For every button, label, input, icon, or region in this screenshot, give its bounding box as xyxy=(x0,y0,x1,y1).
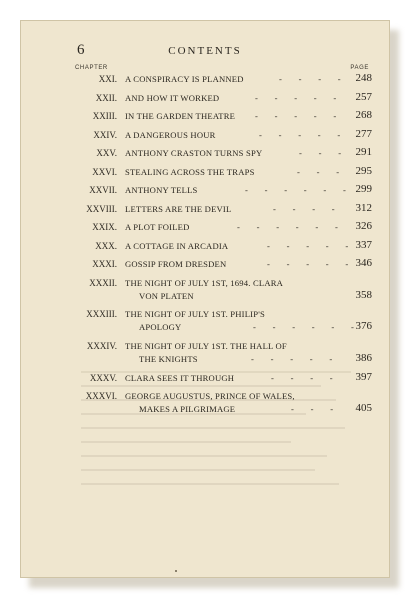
chapter-title-line: MAKES A PILGRIMAGE xyxy=(139,404,236,415)
page-reference: 386 xyxy=(355,351,372,364)
toc-entry xyxy=(21,110,390,129)
chapter-title-line: A PLOT FOILED xyxy=(125,222,190,232)
chapter-title-line: LETTERS ARE THE DEVIL xyxy=(125,203,232,214)
page-reference: 248 xyxy=(355,72,372,84)
toc-entry xyxy=(21,390,390,422)
dot-leader: - - - - - xyxy=(267,259,350,269)
dot-leader: - - - - - - xyxy=(245,185,347,195)
chapter-title-line: CLARA SEES IT THROUGH xyxy=(125,372,235,383)
toc-entry xyxy=(21,277,390,309)
page-reference: 358 xyxy=(355,288,372,301)
page-reference: 277 xyxy=(355,127,372,140)
running-head: CONTENTS xyxy=(168,45,242,57)
page-reference: 312 xyxy=(355,201,372,214)
page-reference: 257 xyxy=(355,90,372,103)
dot-leader: - - - - - xyxy=(255,92,338,103)
chapter-title-line: A DANGEROUS HOUR xyxy=(125,129,216,140)
dot-leader: - - - - - xyxy=(255,111,338,121)
toc-entry xyxy=(21,258,390,277)
chapter-title-line: THE NIGHT OF JULY 1ST. THE HALL OF xyxy=(125,340,287,351)
page-reference: 346 xyxy=(355,257,372,269)
chapter-numeral: XXII. xyxy=(95,92,117,103)
chapter-title-line: THE NIGHT OF JULY 1ST, 1694. CLARA xyxy=(125,277,284,288)
chapter-numeral: XXIX. xyxy=(92,222,117,232)
chapter-numeral: XXVIII. xyxy=(86,203,117,214)
chapter-numeral: XXI. xyxy=(98,74,117,84)
chapter-numeral: XXVI. xyxy=(92,166,117,177)
dot-leader: - - - xyxy=(297,166,341,177)
chapter-title-line: AND HOW IT WORKED xyxy=(125,92,220,103)
chapter-column-label: CHAPTER xyxy=(75,65,108,71)
toc-entry xyxy=(21,372,390,391)
toc-entry xyxy=(21,240,390,259)
chapter-title-line: THE NIGHT OF JULY 1ST. PHILIP'S xyxy=(125,309,265,320)
chapter-numeral: XXV. xyxy=(96,148,117,158)
chapter-numeral: XXXI. xyxy=(92,259,117,269)
page-reference: 295 xyxy=(355,164,372,177)
chapter-numeral: XXXII. xyxy=(89,277,117,288)
chapter-title-line: IN THE GARDEN THEATRE xyxy=(125,111,236,121)
toc-entry xyxy=(21,308,390,340)
dot-leader: - - - - - - xyxy=(253,322,355,333)
dot-leader: - - - xyxy=(299,148,343,158)
dot-leader: - - - - - xyxy=(251,353,334,364)
chapter-title-line: ANTHONY CRASTON TURNS SPY xyxy=(125,148,263,158)
toc-entry xyxy=(21,147,390,166)
chapter-title-line: A COTTAGE IN ARCADIA xyxy=(125,240,229,251)
dot-leader: - - - - xyxy=(279,74,342,84)
page-reference: 268 xyxy=(355,109,372,121)
page-number: 6 xyxy=(77,42,85,58)
chapter-title-line: THE KNIGHTS xyxy=(139,353,198,364)
chapter-title-line: A CONSPIRACY IS PLANNED xyxy=(125,74,244,84)
page-reference: 326 xyxy=(355,220,372,232)
dot-leader: - - - - - xyxy=(267,240,350,251)
chapter-numeral: XXXV. xyxy=(89,372,117,383)
page-reference: 376 xyxy=(355,320,372,333)
page-reference: 299 xyxy=(355,183,372,195)
dot-leader: - - - - - xyxy=(259,129,342,140)
chapter-numeral: XXVII. xyxy=(89,185,117,195)
dot-leader: - - - - xyxy=(273,203,336,214)
chapter-numeral: XXXVI. xyxy=(85,391,117,402)
toc-entry xyxy=(21,92,390,111)
toc-entry xyxy=(21,340,390,372)
toc-entry xyxy=(21,166,390,185)
toc-entry xyxy=(21,129,390,148)
dot-leader: - - - - xyxy=(271,372,334,383)
chapter-numeral: XXXIV. xyxy=(86,340,117,351)
toc-entry xyxy=(21,221,390,240)
dot-leader: - - - - - - xyxy=(237,222,339,232)
chapter-title-line: GEORGE AUGUSTUS, PRINCE OF WALES, xyxy=(125,391,295,402)
chapter-title-line: VON PLATEN xyxy=(139,290,194,301)
chapter-numeral: XXX. xyxy=(95,240,117,251)
page-reference: 405 xyxy=(355,402,372,415)
chapter-title-line: STEALING ACROSS THE TRAPS xyxy=(125,166,255,177)
page-speck xyxy=(175,570,177,572)
book-page xyxy=(20,20,390,578)
dot-leader: - - - xyxy=(291,404,335,415)
toc-entry xyxy=(21,184,390,203)
chapter-numeral: XXXIII. xyxy=(86,309,117,320)
toc-entry xyxy=(21,73,390,92)
chapter-title-line: APOLOGY xyxy=(139,322,182,333)
chapter-title-line: GOSSIP FROM DRESDEN xyxy=(125,259,227,269)
page-reference: 291 xyxy=(355,146,372,158)
chapter-numeral: XXIV. xyxy=(93,129,117,140)
page-reference: 397 xyxy=(355,370,372,383)
page-reference: 337 xyxy=(355,238,372,251)
page-column-label: PAGE xyxy=(350,65,369,71)
chapter-title-line: ANTHONY TELLS xyxy=(125,185,198,195)
toc-entry xyxy=(21,203,390,222)
chapter-numeral: XXIII. xyxy=(92,111,117,121)
